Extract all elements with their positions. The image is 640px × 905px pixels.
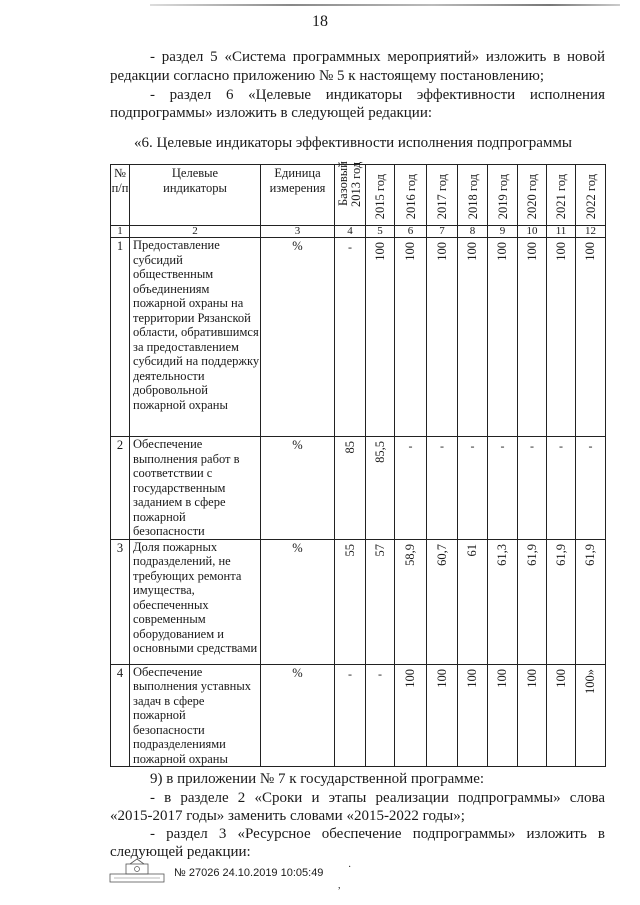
indicator-value: 100 [553,668,568,688]
indicator-name: Предоставление субсидий общественным объединениям пожарной охраны на территории Рязанской области, обратившимся за предоставлением субсидий на поддержку деятельности добровольной пожарной охраны [130,238,261,437]
header-indicator-label: Целевые индикаторы [163,166,227,195]
header-num: № п/п [111,165,130,226]
header-year-2016 [395,165,427,226]
indicator-value-cell [427,437,458,540]
header-year-2021 [547,165,576,226]
column-number: 2 [130,226,261,238]
indicator-value-cell [488,238,518,437]
table-row [111,664,606,767]
header-indicator [130,165,261,226]
header-year-2015 [366,165,395,226]
indicator-value: 100 [583,242,598,261]
table-title: «6. Целевые индикаторы эффективности исполнения подпрограммы [134,135,572,151]
indicator-value: 61,9 [553,543,568,566]
indicator-value-cell [366,238,395,437]
indicator-value: - [500,439,505,453]
indicator-value: - [470,439,475,453]
indicator-value-cell [366,437,395,540]
indicator-value: 85 [342,441,357,454]
indicator-value: 100 [495,668,510,688]
indicator-value-cell [576,238,606,437]
indicator-value-cell [335,664,366,767]
indicator-value: 100» [583,668,598,694]
column-number: 9 [488,226,518,238]
row-number: 2 [111,437,130,540]
indicator-value: - [559,439,563,453]
row-number: 4 [111,664,130,767]
intro-line-2: редакции согласно приложению № 5 к настоящему постановлению; [110,68,545,84]
column-number: 5 [366,226,395,238]
indicator-value: 100 [403,668,418,688]
indicators-table [110,161,606,767]
indicator-value-cell [547,437,576,540]
indicator-value-cell [576,664,606,767]
indicator-value: 100 [403,242,418,261]
indicator-value-cell [458,238,488,437]
indicator-value-cell [427,539,458,664]
indicator-value: 85,5 [372,441,387,463]
indicator-value-cell [576,437,606,540]
header-row [111,165,606,226]
column-number: 6 [395,226,427,238]
indicator-value-cell [395,437,427,540]
indicator-value-cell [518,539,547,664]
column-number: 11 [547,226,576,238]
indicator-value: 100 [434,668,449,688]
indicator-name: Доля пожарных подразделений, не требующих ремонта имущества, обеспеченных современным оборудованием и основными средствами [130,539,261,664]
indicator-value-cell [518,664,547,767]
after-line-2: - в разделе 2 «Сроки и этапы реализации подпрограммы» слова [150,790,605,806]
registration-seal-icon [108,858,166,884]
indicator-value-cell [458,437,488,540]
header-year-label: 2022 год [583,173,598,219]
header-year-2020 [518,165,547,226]
indicator-value-cell [335,437,366,540]
column-number: 1 [111,226,130,238]
unit-value: % [261,539,335,664]
indicator-value: 61,9 [583,543,598,566]
header-year-label: 2015 год [373,173,387,219]
header-year-label: 2018 год [465,173,480,219]
indicator-value: 100 [495,242,510,261]
indicator-value: - [408,439,413,453]
indicator-value: 100 [553,242,568,261]
header-unit: Единица измерения [261,165,335,226]
column-number: 8 [458,226,488,238]
indicator-value-cell [518,437,547,540]
intro-line-4: подпрограммы» изложить в следующей редакции: [110,105,433,121]
indicator-value: - [348,666,352,681]
page-number: 18 [312,13,328,30]
header-year-2022 [576,165,606,226]
indicator-value: 57 [372,543,387,556]
scan-edge-line [150,4,620,6]
intro-line-1: - раздел 5 «Система программных мероприятий» изложить в новой [150,49,605,65]
table-row [111,539,606,664]
indicator-value: - [440,439,444,453]
after-line-3: «2015-2017 годы» заменить словами «2015-2022 годы»; [110,808,465,824]
column-number: 12 [576,226,606,238]
unit-value: % [261,437,335,540]
header-year-2018 [458,165,488,226]
registration-stamp-text: № 27026 24.10.2019 10:05:49 [174,867,324,879]
column-number: 4 [335,226,366,238]
indicator-value: - [588,439,593,453]
indicator-value: 61,3 [495,543,510,566]
table-row [111,437,606,540]
header-year-2017 [427,165,458,226]
after-line-4: - раздел 3 «Ресурсное обеспечение подпрограммы» изложить в [150,826,605,842]
indicator-value: - [378,666,382,681]
indicator-value-cell [335,238,366,437]
after-line-1: 9) в приложении № 7 к государственной программе: [150,771,485,787]
intro-line-3: - раздел 6 «Целевые индикаторы эффективности исполнения [150,87,605,103]
header-year-2019 [488,165,518,226]
indicator-value-cell [395,664,427,767]
indicator-value: 100 [524,242,539,261]
header-year-label: 2021 год [554,173,568,219]
scan-speck: , [338,880,341,891]
header-base-year-label: Базовый 2013 год [336,161,363,207]
header-year-label: 2016 год [403,173,418,219]
header-year-label: 2017 год [435,173,449,219]
indicator-value-cell [458,664,488,767]
indicator-value-cell [488,539,518,664]
indicator-value-cell [366,539,395,664]
table-body [111,238,606,767]
indicator-value-cell [335,539,366,664]
indicator-value: - [530,439,534,453]
column-number: 7 [427,226,458,238]
indicator-value-cell [366,664,395,767]
indicator-value-cell [547,539,576,664]
column-number: 3 [261,226,335,238]
indicator-value-cell [488,437,518,540]
indicator-value: 100 [465,668,480,688]
indicator-value: - [348,240,352,254]
row-number: 1 [111,238,130,437]
row-number: 3 [111,539,130,664]
scan-speck: · [348,862,352,873]
header-base-year [335,161,366,226]
indicator-value: 100 [524,668,539,688]
indicator-value-cell [547,238,576,437]
indicator-value: 100 [465,242,480,261]
header-year-label: 2020 год [525,173,539,219]
indicator-value-cell [395,238,427,437]
indicator-name: Обеспечение выполнения уставных задач в сфере пожарной безопасности подразделениями пожарной охраны [130,664,261,767]
indicator-value-cell [458,539,488,664]
indicator-name: Обеспечение выполнения работ в соответствии с государственным заданием в сфере пожарной безопасности [130,437,261,540]
indicator-value-cell [547,664,576,767]
column-number-row [111,226,606,238]
unit-value: % [261,664,335,767]
indicator-value: 100 [434,242,449,261]
indicator-value-cell [488,664,518,767]
header-year-label: 2019 год [495,173,510,219]
indicator-value: 61,9 [524,543,539,566]
indicator-value-cell [518,238,547,437]
unit-value: % [261,238,335,437]
indicator-value-cell [576,539,606,664]
after-line-5: следующей редакции: [110,844,251,860]
column-number: 10 [518,226,547,238]
indicator-value-cell [395,539,427,664]
indicator-value-cell [427,664,458,767]
table-row [111,238,606,437]
indicator-value: 61 [465,543,480,556]
indicator-value: 100 [372,242,387,261]
indicator-value-cell [427,238,458,437]
indicator-value: 55 [342,543,357,556]
indicator-value: 58,9 [403,543,418,566]
indicator-value: 60,7 [434,543,449,566]
